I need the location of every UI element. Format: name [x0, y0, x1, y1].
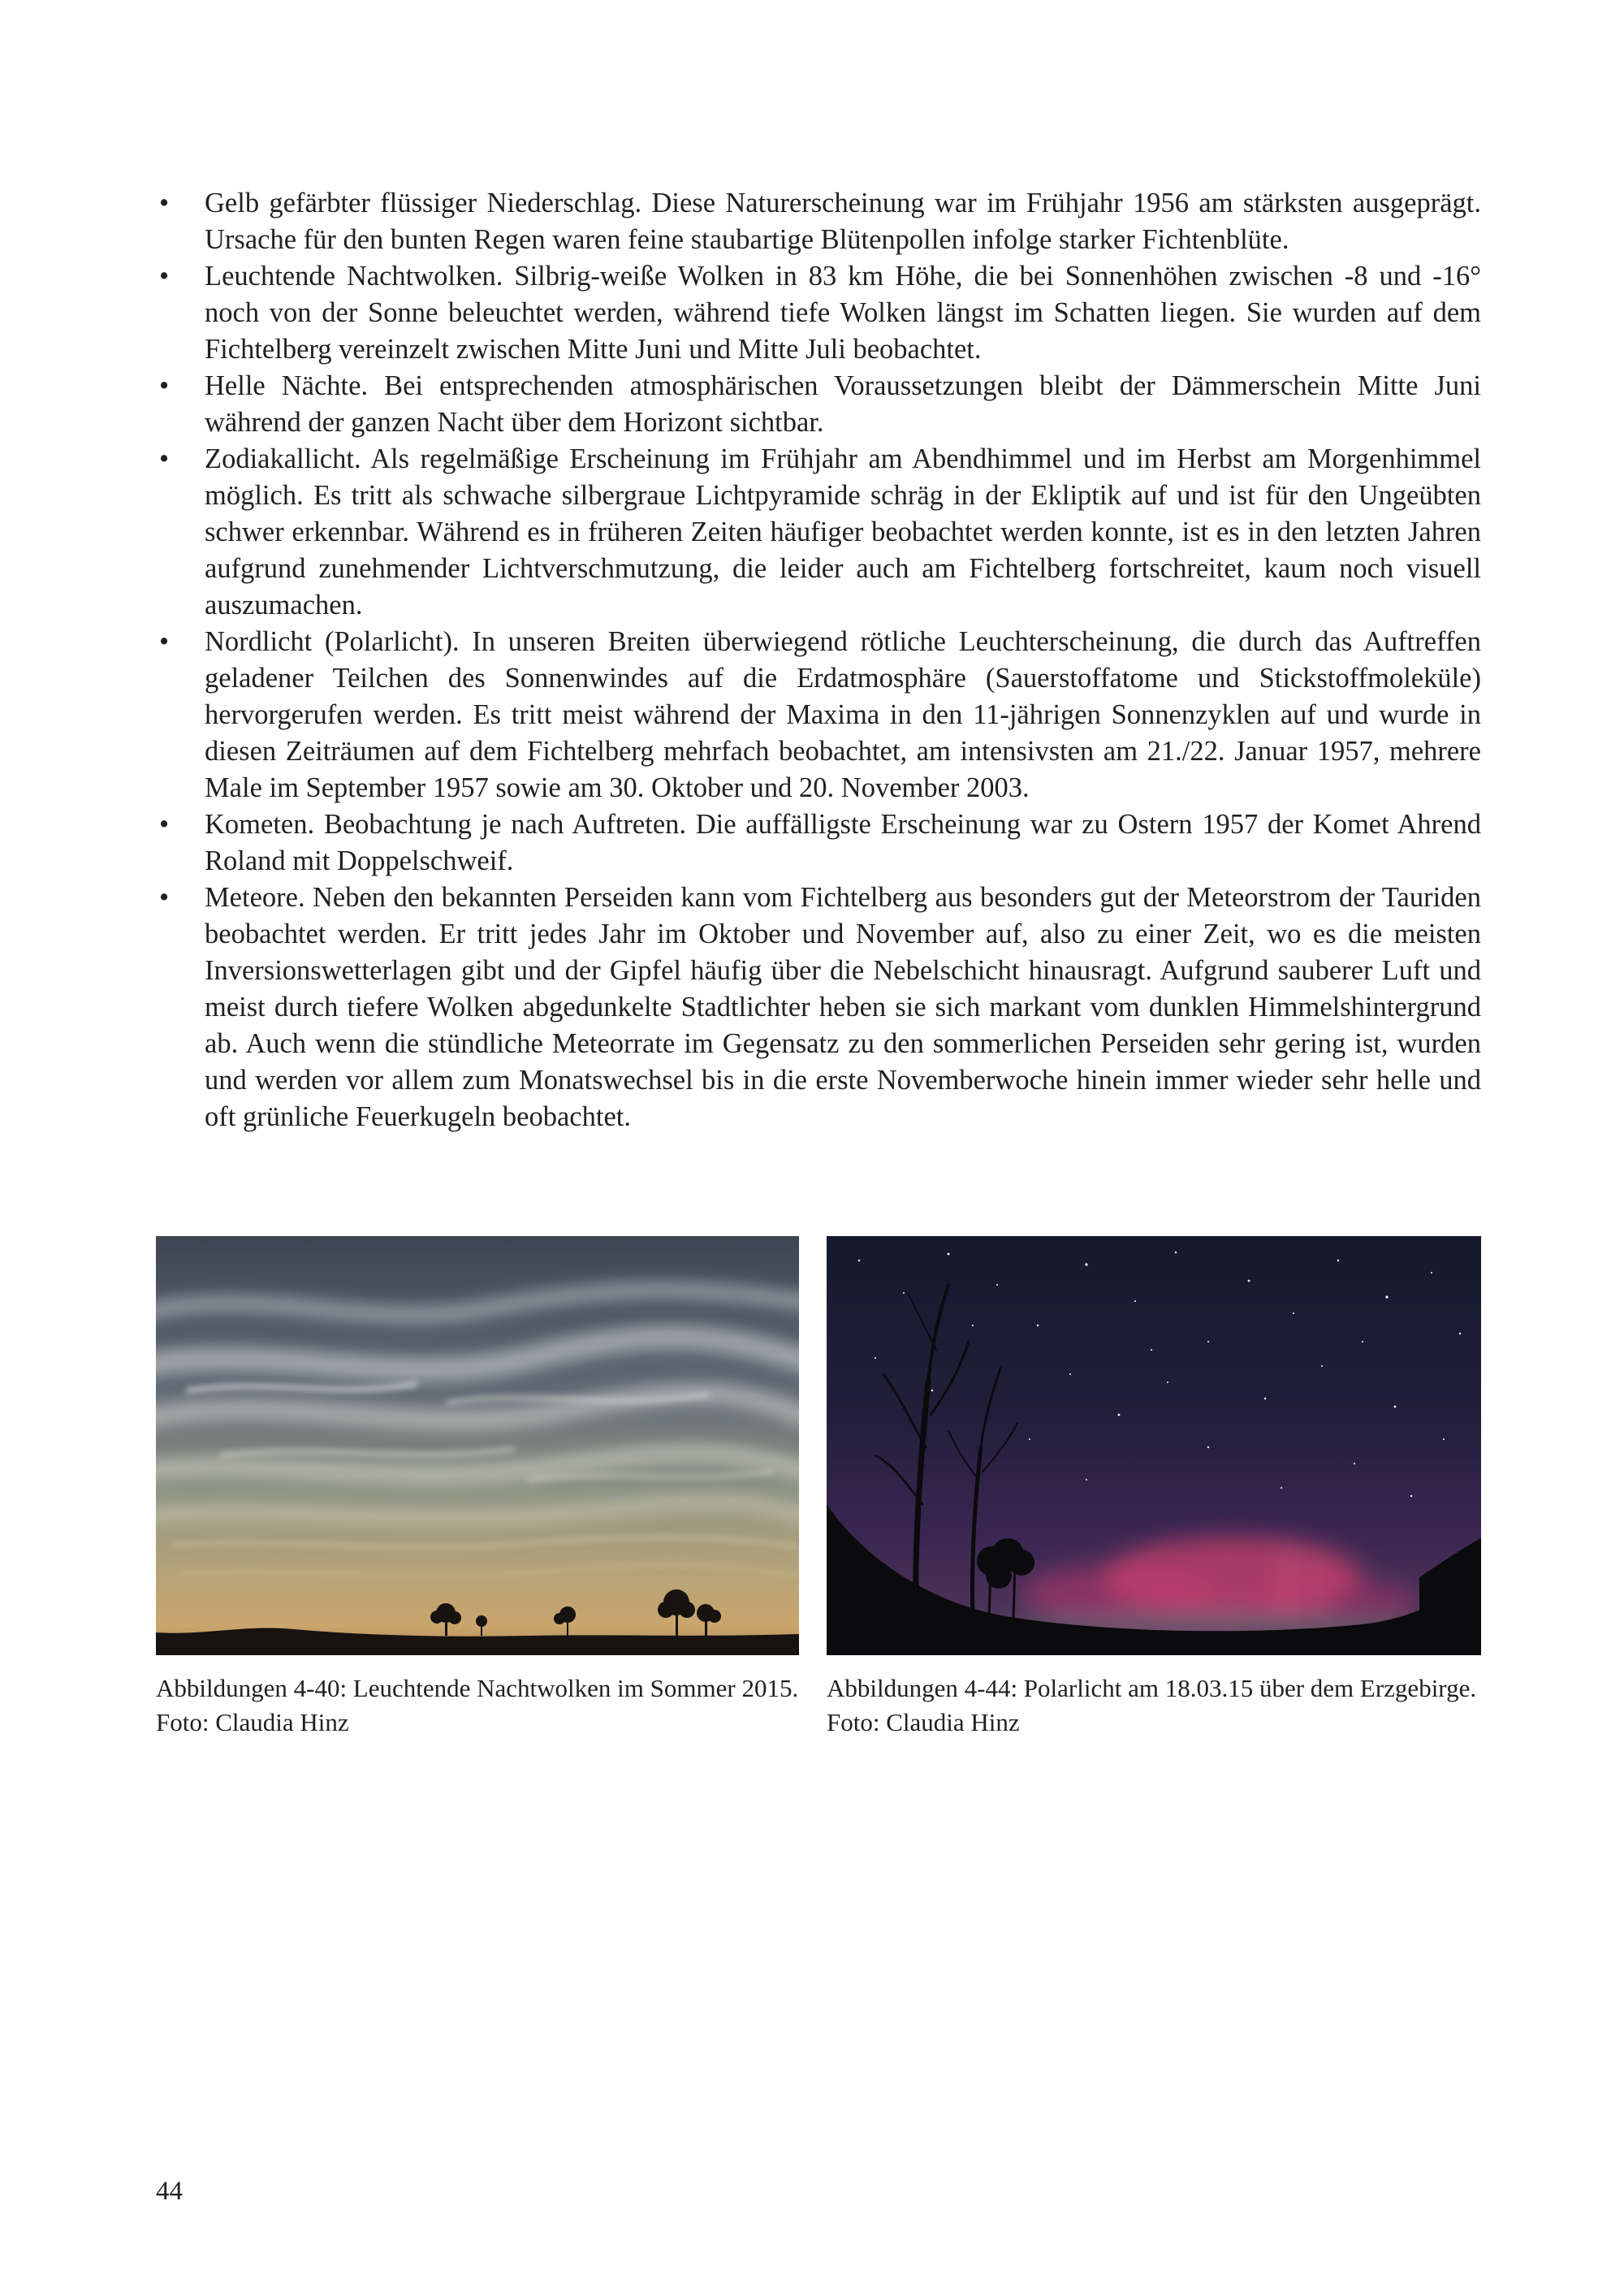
bullet-icon: •	[159, 188, 170, 218]
bullet-icon: •	[159, 443, 170, 474]
list-item-text: Zodiakallicht. Als regelmäßige Erscheinung im Frühjahr am Abendhimmel und im Herbst am Morgenhimmel möglich. Es tritt als schwache silbergraue Lichtpyramide schräg in der Ekliptik auf und ist für den Ungeübten schwer erkennbar. Während es in früheren Zeiten häufiger beobachtet werden konnte, ist es in den letzten Jahren aufgrund zunehmender Lichtverschmutzung, die leider auch am Fichtelberg fortschreitet, kaum noch visuell auszumachen.	[205, 443, 1481, 620]
list-item	[156, 258, 1481, 368]
aurora-photo	[827, 1236, 1481, 1655]
list-item	[156, 185, 1481, 258]
list-item	[156, 368, 1481, 441]
figure-aurora	[827, 1236, 1481, 1740]
bullet-icon: •	[159, 370, 170, 401]
page-body	[156, 185, 1481, 1135]
list-item-text: Gelb gefärbter flüssiger Niederschlag. Diese Naturerscheinung war im Frühjahr 1956 am stärksten ausgeprägt. Ursache für den bunten Regen waren feine staubartige Blütenpollen infolge starker Fichtenblüte.	[205, 188, 1481, 255]
page-number: 44	[156, 2177, 183, 2206]
list-item-text: Kometen. Beobachtung je nach Auftreten. Die auffälligste Erscheinung war zu Ostern 1957 der Komet Ahrend Roland mit Doppelschweif.	[205, 809, 1481, 876]
list-item	[156, 441, 1481, 624]
list-item	[156, 624, 1481, 806]
list-item-text: Nordlicht (Polarlicht). In unseren Breiten überwiegend rötliche Leuchterscheinung, die durch das Auftreffen geladener Teilchen des Sonnenwindes auf die Erdatmosphäre (Sauerstoffatome und Stickstoffmoleküle) hervorgerufen werden. Es tritt meist während der Maxima in den 11-jährigen Sonnenzyklen auf und wurde in diesen Zeiträumen auf dem Fichtelberg mehrfach beobachtet, am intensivsten am 21./22. Januar 1957, mehrere Male im September 1957 sowie am 30. Oktober und 20. November 2003.	[205, 626, 1481, 803]
noctilucent-clouds-photo	[156, 1236, 799, 1655]
bullet-icon: •	[159, 261, 170, 292]
bullet-icon: •	[159, 882, 170, 913]
figure-noctilucent-clouds	[156, 1236, 799, 1740]
list-item-text: Helle Nächte. Bei entsprechenden atmosphärischen Voraussetzungen bleibt der Dämmerschein Mitte Juni während der ganzen Nacht über dem Horizont sichtbar.	[205, 370, 1481, 438]
bullet-icon: •	[159, 626, 170, 657]
list-item-text: Meteore. Neben den bekannten Perseiden kann vom Fichtelberg aus besonders gut der Meteorstrom der Tauriden beobachtet werden. Er tritt jedes Jahr im Oktober und November auf, also zu einer Zeit, wo es die meisten Inversionswetterlagen gibt und der Gipfel häufig über die Nebelschicht hinausragt. Aufgrund sauberer Luft und meist durch tiefere Wolken abgedunkelte Stadtlichter heben sie sich markant vom dunklen Himmelshintergrund ab. Auch wenn die stündliche Meteorrate im Gegensatz zu den sommerlichen Perseiden sehr gering ist, wurden und werden vor allem zum Monatswechsel bis in die erste Novemberwoche hinein immer wieder sehr helle und oft grünliche Feuerkugeln beobachtet.	[205, 882, 1481, 1132]
bullet-list	[156, 185, 1481, 1135]
bullet-icon: •	[159, 809, 170, 840]
figure-caption: Abbildungen 4-40: Leuchtende Nachtwolken im Sommer 2015. Foto: Claudia Hinz	[156, 1674, 799, 1736]
list-item	[156, 806, 1481, 880]
list-item-text: Leuchtende Nachtwolken. Silbrig-weiße Wolken in 83 km Höhe, die bei Sonnenhöhen zwischen -8 und -16° noch von der Sonne beleuchtet werden, während tiefe Wolken längst im Schatten liegen. Sie wurden auf dem Fichtelberg vereinzelt zwischen Mitte Juni und Mitte Juli beobachtet.	[205, 261, 1481, 365]
list-item	[156, 880, 1481, 1135]
figure-caption: Abbildungen 4-44: Polarlicht am 18.03.15 über dem Erzgebirge. Foto: Claudia Hinz	[827, 1674, 1477, 1736]
